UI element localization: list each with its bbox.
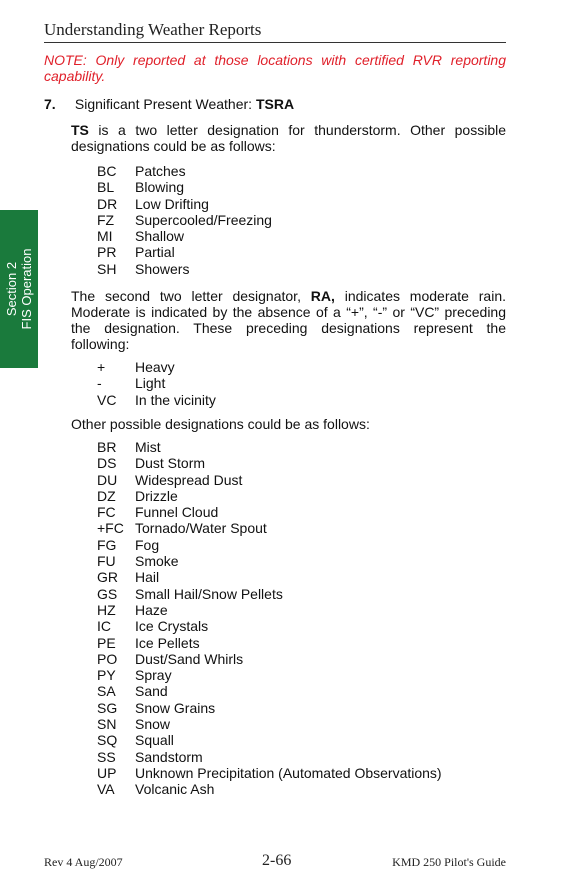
paragraph-other: Other possible designations could be as follows: — [71, 416, 370, 432]
list-item — [97, 667, 442, 683]
weather-code: + — [97, 359, 106, 375]
section-tab-text — [4, 249, 34, 330]
weather-code: SQ — [97, 732, 118, 749]
list-item — [97, 520, 442, 536]
list-item — [97, 244, 272, 260]
descriptor-list — [97, 163, 272, 277]
list-item — [97, 439, 442, 455]
weather-description: Squall — [135, 732, 174, 749]
weather-description: Supercooled/Freezing — [135, 211, 272, 228]
list-item — [97, 488, 442, 504]
list-item — [97, 359, 216, 375]
section-tab-line1: Section 2 — [4, 261, 19, 317]
item-7 — [44, 96, 294, 112]
ts-term: TS — [71, 122, 89, 138]
weather-description: Widespread Dust — [135, 471, 243, 488]
weather-code: PE — [97, 634, 116, 651]
weather-code: +FC — [97, 520, 124, 537]
weather-description: Tornado/Water Spout — [135, 520, 267, 537]
list-item — [97, 651, 442, 667]
weather-code: UP — [97, 764, 117, 781]
weather-code: GS — [97, 585, 118, 602]
weather-description: Snow Grains — [135, 699, 216, 716]
list-item — [97, 569, 442, 585]
ra-text-after: indicates moderate rain. Moderate is indicated by the absence of a “+”, “-” or “VC” preceding the designation. These preceding designations represent the following: — [71, 288, 506, 352]
list-item — [97, 635, 442, 651]
weather-description: Hail — [135, 569, 160, 586]
weather-code: BC — [97, 163, 117, 179]
weather-code: SG — [97, 699, 118, 716]
weather-code: FG — [97, 536, 117, 553]
weather-code: SA — [97, 683, 116, 700]
list-item — [97, 732, 442, 748]
weather-code: PO — [97, 650, 118, 667]
weather-code: VA — [97, 781, 115, 798]
item-number: 7. — [44, 96, 56, 112]
weather-code: FC — [97, 504, 116, 521]
list-item — [97, 586, 442, 602]
list-item — [97, 196, 272, 212]
weather-code: DS — [97, 455, 117, 472]
weather-code: HZ — [97, 601, 116, 618]
weather-description: Light — [135, 375, 166, 392]
paragraph-ra — [71, 288, 506, 352]
page-number: 2-66 — [262, 852, 292, 869]
list-item — [97, 749, 442, 765]
list-item — [97, 179, 272, 195]
weather-code: DZ — [97, 487, 116, 504]
weather-description: Smoke — [135, 553, 179, 570]
weather-description: Sand — [135, 683, 168, 700]
weather-code: DR — [97, 195, 118, 212]
weather-code: SS — [97, 748, 116, 765]
weather-description: Snow — [135, 716, 171, 733]
weather-description: In the vicinity — [135, 391, 216, 408]
list-item — [97, 553, 442, 569]
list-item — [97, 375, 216, 391]
list-item — [97, 700, 442, 716]
list-item — [97, 472, 442, 488]
list-item — [97, 455, 442, 471]
paragraph-ts — [71, 122, 506, 154]
intensity-list — [97, 359, 216, 408]
weather-code: - — [97, 375, 102, 392]
weather-code: PR — [97, 244, 117, 261]
list-item — [97, 765, 442, 781]
list-item — [97, 537, 442, 553]
rvr-note: NOTE: Only reported at those locations with certified RVR reporting capability. — [44, 52, 506, 84]
list-item — [97, 602, 442, 618]
phenomena-list — [97, 439, 442, 798]
list-item — [97, 212, 272, 228]
weather-description: Small Hail/Snow Pellets — [135, 585, 283, 602]
section-tab-line2: FIS Operation — [19, 248, 34, 330]
page-header-title: Understanding Weather Reports — [44, 20, 506, 43]
weather-description: Partial — [135, 244, 175, 261]
weather-description: Dust/Sand Whirls — [135, 650, 244, 667]
section-tab — [0, 210, 38, 368]
list-item — [97, 781, 442, 797]
list-item — [97, 504, 442, 520]
weather-description: Mist — [135, 439, 161, 455]
weather-code: MI — [97, 228, 113, 245]
ra-term: RA, — [310, 288, 335, 304]
weather-description: Sandstorm — [135, 748, 203, 765]
weather-description: Volcanic Ash — [135, 781, 215, 798]
footer-revision: Rev 4 Aug/2007 — [44, 855, 123, 869]
weather-description: Blowing — [135, 179, 185, 196]
weather-description: Heavy — [135, 359, 175, 375]
list-item — [97, 392, 216, 408]
weather-description: Drizzle — [135, 487, 178, 504]
list-item — [97, 618, 442, 634]
weather-description: Patches — [135, 163, 186, 179]
item-label: Significant Present Weather: — [74, 96, 253, 112]
list-item — [97, 261, 272, 277]
weather-description: Low Drifting — [135, 195, 209, 212]
item-value: TSRA — [255, 96, 295, 112]
weather-code: SH — [97, 260, 117, 277]
weather-description: Haze — [135, 601, 168, 618]
list-item — [97, 683, 442, 699]
weather-description: Dust Storm — [135, 455, 206, 472]
weather-description: Showers — [135, 260, 190, 277]
weather-code: IC — [97, 618, 111, 635]
weather-description: Fog — [135, 536, 160, 553]
weather-description: Funnel Cloud — [135, 504, 219, 521]
weather-description: Ice Pellets — [135, 634, 200, 651]
list-item — [97, 163, 272, 179]
weather-description: Unknown Precipitation (Automated Observations) — [135, 764, 442, 781]
weather-code: DU — [97, 471, 118, 488]
weather-description: Shallow — [135, 228, 185, 245]
weather-code: VC — [97, 391, 117, 408]
footer-guide-title: KMD 250 Pilot's Guide — [392, 855, 506, 869]
list-item — [97, 716, 442, 732]
weather-description: Ice Crystals — [135, 618, 209, 635]
list-item — [97, 228, 272, 244]
weather-code: BR — [97, 439, 117, 455]
weather-code: FU — [97, 553, 116, 570]
weather-code: FZ — [97, 211, 115, 228]
weather-code: GR — [97, 569, 118, 586]
weather-code: PY — [97, 667, 116, 684]
ts-text: is a two letter designation for thunderstorm. Other possible designations could be as follows: — [71, 122, 506, 154]
weather-description: Spray — [135, 667, 172, 684]
weather-code: SN — [97, 716, 117, 733]
ra-text-before: The second two letter designator, — [71, 288, 311, 304]
weather-code: BL — [97, 179, 115, 196]
